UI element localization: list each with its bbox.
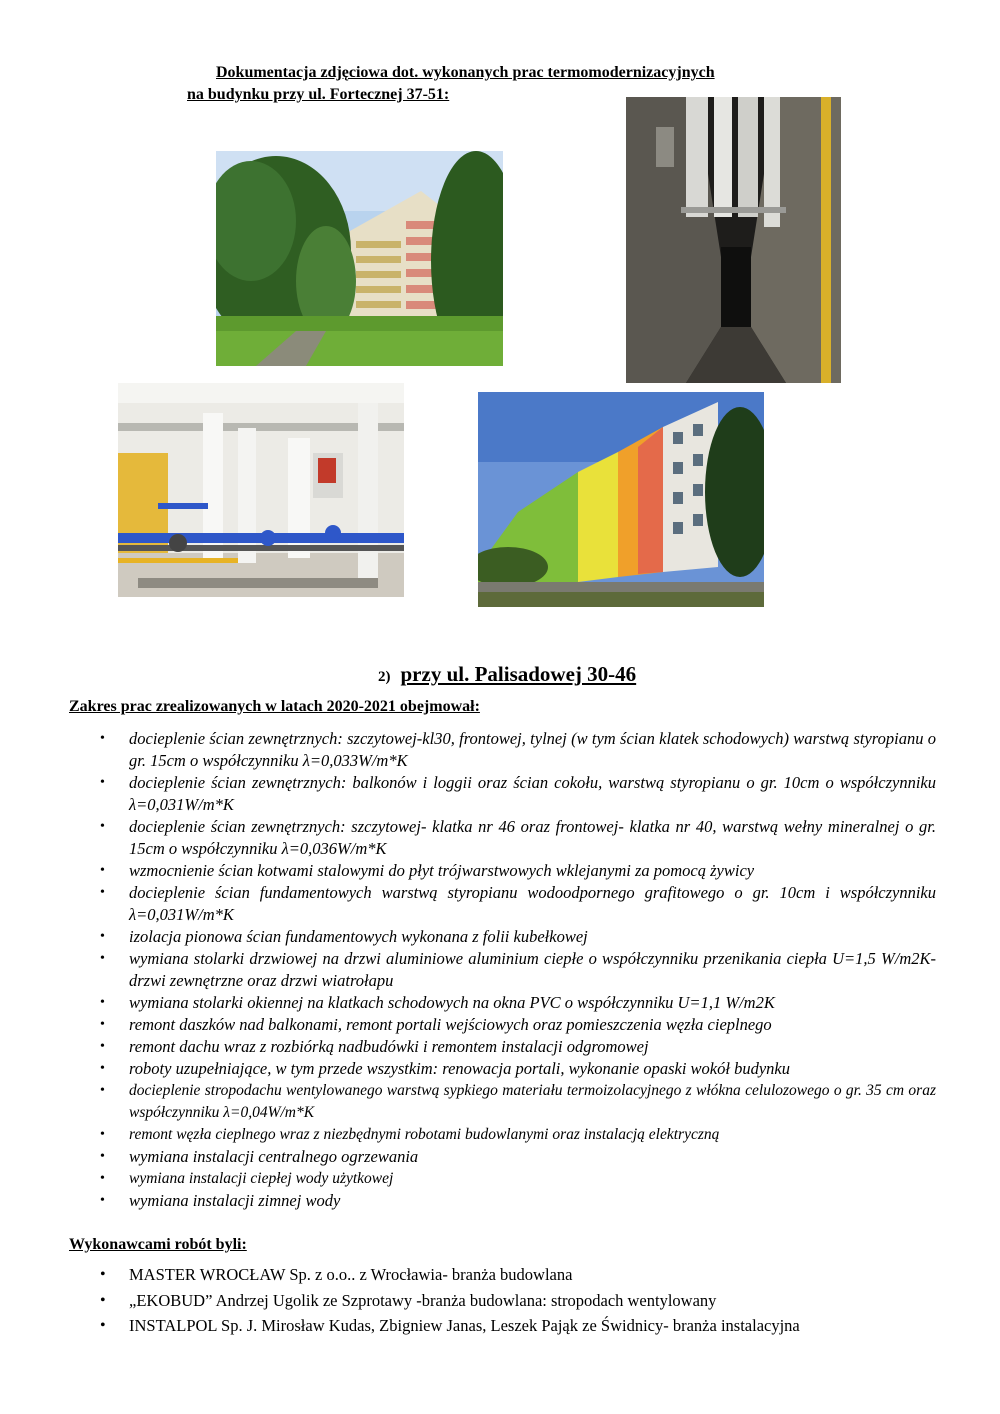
scope-item: • wymiana instalacji zimnej wody <box>100 1190 936 1212</box>
scope-item: • remont węzła cieplnego wraz z niezbędnymi robotami budowlanymi oraz instalacją elektryczną <box>100 1124 936 1146</box>
scope-item: • docieplenie ścian zewnętrznych: szczytowej-kl30, frontowej, tylnej (w tym ścian klatek schodowych) warstwą styropianu o gr. 15cm o współczynniku λ=0,033W/m*K <box>100 728 936 772</box>
scope-item: • docieplenie ścian zewnętrznych: szczytowej- klatka nr 46 oraz frontowej- klatka nr 40, warstwą wełny mineralnej o gr. 15cm o współczynniku λ=0,036W/m*K <box>100 816 936 860</box>
scope-item: • remont dachu wraz z rozbiórką nadbudówki i remontem instalacji odgromowej <box>100 1036 936 1058</box>
scope-item: • wymiana instalacji centralnego ogrzewania <box>100 1146 936 1168</box>
scope-item: • remont daszków nad balkonami, remont portali wejściowych oraz pomieszczenia węzła cieplnego <box>100 1014 936 1036</box>
scope-item: • wzmocnienie ścian kotwami stalowymi do płyt trójwarstwowych wklejanymi za pomocą żywicy <box>100 860 936 882</box>
scope-item: • docieplenie ścian zewnętrznych: balkonów i loggii oraz ścian cokołu, warstwą styropianu o gr. 10cm o współczynniku λ=0,031W/m*K <box>100 772 936 816</box>
scope-heading: Zakres prac zrealizowanych w latach 2020-2021 obejmował: <box>69 698 480 715</box>
document-title-line-2: na budynku przy ul. Fortecznej 37-51: <box>187 86 450 103</box>
scope-item: • wymiana instalacji ciepłej wody użytkowej <box>100 1168 936 1190</box>
photo-renovated-facade <box>478 392 764 607</box>
document-title-line-1: Dokumentacja zdjęciowa dot. wykonanych prac termomodernizacyjnych <box>216 64 715 81</box>
scope-item: • wymiana stolarki okiennej na klatkach schodowych na okna PVC o współczynniku U=1,1 W/m2K <box>100 992 936 1014</box>
section-title: przy ul. Palisadowej 30-46 <box>400 662 637 686</box>
scope-item: • izolacja pionowa ścian fundamentowych wykonana z folii kubełkowej <box>100 926 936 948</box>
contractors-list <box>100 1264 960 1341</box>
scope-item: • docieplenie stropodachu wentylowanego warstwą sypkiego materiału termoizolacyjnego z włókna celulozowego o gr. 35 cm oraz współczynniku λ=0,04W/m*K <box>100 1080 936 1124</box>
photo-heating-substation <box>118 383 404 597</box>
scope-item: • docieplenie ścian fundamentowych warstwą styropianu wodoodpornego grafitowego o gr. 10cm i współczynniku λ=0,031W/m*K <box>100 882 936 926</box>
scope-list <box>100 728 936 1212</box>
photo-building-trees <box>216 151 503 366</box>
scope-item: • roboty uzupełniające, w tym przede wszystkim: renowacja portali, wykonanie opaski wokół budynku <box>100 1058 936 1080</box>
photo-basement-pipes <box>626 97 841 383</box>
contractors-heading: Wykonawcami robót byli: <box>69 1236 247 1253</box>
scope-item: • wymiana stolarki drzwiowej na drzwi aluminiowe aluminium ciepłe o współczynniku przenikania ciepła U=1,5 W/m2K- drzwi zewnętrzne oraz drzwi wiatrołapu <box>100 948 936 992</box>
contractor-item: • MASTER WROCŁAW Sp. z o.o.. z Wrocławia- branża budowlana <box>100 1264 960 1286</box>
contractor-item: • INSTALPOL Sp. J. Mirosław Kudas, Zbigniew Janas, Leszek Pająk ze Świdnicy- branża instalacyjna <box>100 1315 960 1337</box>
section-heading <box>378 662 636 687</box>
contractor-item: • „EKOBUD” Andrzej Ugolik ze Szprotawy -branża budowlana: stropodach wentylowany <box>100 1290 960 1312</box>
section-number: 2) <box>378 669 391 685</box>
